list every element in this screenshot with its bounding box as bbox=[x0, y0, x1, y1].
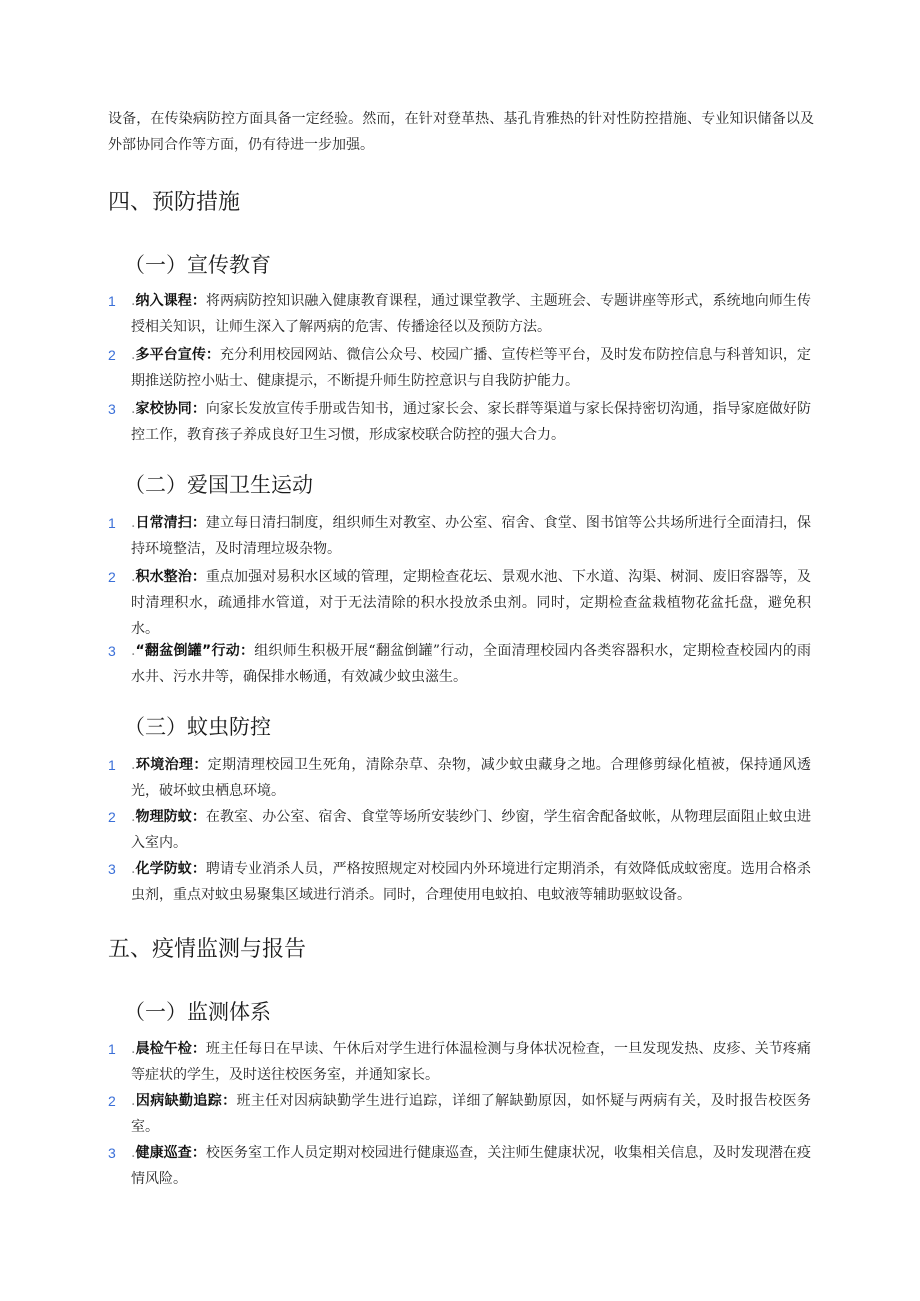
list-item: 1 .日常清扫：建立每日清扫制度，组织师生对教室、办公室、宿舍、食堂、图书馆等公共场所进行全面清扫，保持环境整洁，及时清理垃圾杂物。 bbox=[108, 510, 814, 562]
list-number: 3 bbox=[108, 401, 116, 417]
list-number: 2 bbox=[108, 569, 116, 585]
item-text: 班主任每日在早读、午休后对学生进行体温检测与身体状况检查，一旦发现发热、皮疹、关节疼痛等症状的学生，及时送往校医务室，并通知家长。 bbox=[131, 1041, 812, 1083]
item-lead: 多平台宣传： bbox=[135, 347, 220, 363]
item-lead: 环境治理： bbox=[135, 757, 208, 773]
list-number: 3 bbox=[108, 643, 116, 659]
item-lead: 日常清扫： bbox=[135, 515, 206, 531]
item-text: 聘请专业消杀人员，严格按照规定对校园内外环境进行定期消杀，有效降低成蚊密度。选用合格杀虫剂，重点对蚊虫易聚集区域进行消杀。同时，合理使用电蚊拍、电蚊液等辅助驱蚊设备。 bbox=[131, 861, 812, 903]
section-4-heading: 四、预防措施 bbox=[108, 190, 241, 215]
list-item: 2 .物理防蚊：在教室、办公室、宿舍、食堂等场所安装纱门、纱窗，学生宿舍配备蚊帐，从物理层面阻止蚊虫进入室内。 bbox=[108, 804, 814, 856]
section-4-2-heading: （二）爱国卫生运动 bbox=[124, 473, 313, 497]
item-text: 充分利用校园网站、微信公众号、校园广播、宣传栏等平台，及时发布防控信息与科普知识，定期推送防控小贴士、健康提示，不断提升师生防控意识与自我防护能力。 bbox=[131, 347, 812, 389]
list-number: 3 bbox=[108, 861, 116, 877]
list-number: 2 bbox=[108, 347, 116, 363]
list-item: 1 .环境治理：定期清理校园卫生死角，清除杂草、杂物，减少蚊虫藏身之地。合理修剪绿化植被，保持通风透光，破坏蚊虫栖息环境。 bbox=[108, 752, 814, 804]
list-number: 1 bbox=[108, 1041, 116, 1057]
intro-paragraph: 设备，在传染病防控方面具备一定经验。然而，在针对登革热、基孔肯雅热的针对性防控措施、专业知识储备以及外部协同合作等方面，仍有待进一步加强。 bbox=[108, 111, 814, 153]
item-lead: 家校协同： bbox=[135, 401, 206, 417]
item-text: 班主任对因病缺勤学生进行追踪，详细了解缺勤原因，如怀疑与两病有关，及时报告校医务室。 bbox=[131, 1093, 812, 1135]
section-4-3-heading: （三）蚊虫防控 bbox=[124, 715, 271, 739]
list-item: 2 .多平台宣传：充分利用校园网站、微信公众号、校园广播、宣传栏等平台，及时发布防控信息与科普知识，定期推送防控小贴士、健康提示，不断提升师生防控意识与自我防护能力。 bbox=[108, 342, 814, 394]
list-item: 3 .化学防蚊：聘请专业消杀人员，严格按照规定对校园内外环境进行定期消杀，有效降低成蚊密度。选用合格杀虫剂，重点对蚊虫易聚集区域进行消杀。同时，合理使用电蚊拍、电蚊液等辅助驱蚊设备。 bbox=[108, 856, 814, 908]
item-text: 重点加强对易积水区域的管理，定期检查花坛、景观水池、下水道、沟渠、树洞、废旧容器等，及时清理积水，疏通排水管道，对于无法清除的积水投放杀虫剂。同时，定期检查盆栽植物花盆托盘，避免积水。 bbox=[131, 569, 812, 637]
item-lead: 健康巡查： bbox=[135, 1145, 206, 1161]
item-lead: 纳入课程： bbox=[135, 293, 206, 309]
list-item: 3 .“翻盆倒罐”行动：组织师生积极开展“翻盆倒罐”行动，全面清理校园内各类容器积水，定期检查校园内的雨水井、污水井等，确保排水畅通，有效减少蚊虫滋生。 bbox=[108, 638, 814, 690]
item-text: 组织师生积极开展“翻盆倒罐”行动，全面清理校园内各类容器积水，定期检查校园内的雨水井、污水井等，确保排水畅通，有效减少蚊虫滋生。 bbox=[131, 643, 812, 685]
item-text: 向家长发放宣传手册或告知书，通过家长会、家长群等渠道与家长保持密切沟通，指导家庭做好防控工作，教育孩子养成良好卫生习惯，形成家校联合防控的强大合力。 bbox=[131, 401, 812, 443]
item-lead: 物理防蚊： bbox=[135, 809, 206, 825]
item-text: 定期清理校园卫生死角，清除杂草、杂物，减少蚊虫藏身之地。合理修剪绿化植被，保持通风透光，破坏蚊虫栖息环境。 bbox=[131, 757, 812, 799]
list-item: 1 .纳入课程：将两病防控知识融入健康教育课程，通过课堂教学、主题班会、专题讲座等形式，系统地向师生传授相关知识，让师生深入了解两病的危害、传播途径以及预防方法。 bbox=[108, 288, 814, 340]
list-number: 1 bbox=[108, 515, 116, 531]
item-text: 建立每日清扫制度，组织师生对教室、办公室、宿舍、食堂、图书馆等公共场所进行全面清扫，保持环境整洁，及时清理垃圾杂物。 bbox=[131, 515, 812, 557]
list-item: 2 .积水整治：重点加强对易积水区域的管理，定期检查花坛、景观水池、下水道、沟渠、树洞、废旧容器等，及时清理积水，疏通排水管道，对于无法清除的积水投放杀虫剂。同时，定期检查盆栽植物花盆托盘，避免积水。 bbox=[108, 564, 814, 642]
list-item: 3 .家校协同：向家长发放宣传手册或告知书，通过家长会、家长群等渠道与家长保持密切沟通，指导家庭做好防控工作，教育孩子养成良好卫生习惯，形成家校联合防控的强大合力。 bbox=[108, 396, 814, 448]
item-text: 在教室、办公室、宿舍、食堂等场所安装纱门、纱窗，学生宿舍配备蚊帐，从物理层面阻止蚊虫进入室内。 bbox=[131, 809, 812, 851]
list-item: 1 .晨检午检：班主任每日在早读、午休后对学生进行体温检测与身体状况检查，一旦发现发热、皮疹、关节疼痛等症状的学生，及时送往校医务室，并通知家长。 bbox=[108, 1036, 814, 1088]
list-number: 2 bbox=[108, 1093, 116, 1109]
section-4-1-heading: （一）宣传教育 bbox=[124, 253, 271, 277]
item-lead: 化学防蚊： bbox=[135, 861, 206, 877]
list-item: 3 .健康巡查：校医务室工作人员定期对校园进行健康巡查，关注师生健康状况，收集相关信息，及时发现潜在疫情风险。 bbox=[108, 1140, 814, 1192]
item-lead: 晨检午检： bbox=[135, 1041, 206, 1057]
item-lead: 积水整治： bbox=[135, 569, 206, 585]
item-lead: 因病缺勤追踪： bbox=[135, 1093, 237, 1109]
item-text: 校医务室工作人员定期对校园进行健康巡查，关注师生健康状况，收集相关信息，及时发现潜在疫情风险。 bbox=[131, 1145, 812, 1187]
section-5-heading: 五、疫情监测与报告 bbox=[108, 937, 307, 962]
list-item: 2 .因病缺勤追踪：班主任对因病缺勤学生进行追踪，详细了解缺勤原因，如怀疑与两病有关，及时报告校医务室。 bbox=[108, 1088, 814, 1140]
section-5-1-heading: （一）监测体系 bbox=[124, 1000, 271, 1024]
list-number: 3 bbox=[108, 1145, 116, 1161]
list-number: 1 bbox=[108, 293, 116, 309]
list-number: 1 bbox=[108, 757, 116, 773]
item-lead: “翻盆倒罐”行动： bbox=[135, 643, 255, 659]
item-text: 将两病防控知识融入健康教育课程，通过课堂教学、主题班会、专题讲座等形式，系统地向师生传授相关知识，让师生深入了解两病的危害、传播途径以及预防方法。 bbox=[131, 293, 812, 335]
list-number: 2 bbox=[108, 809, 116, 825]
